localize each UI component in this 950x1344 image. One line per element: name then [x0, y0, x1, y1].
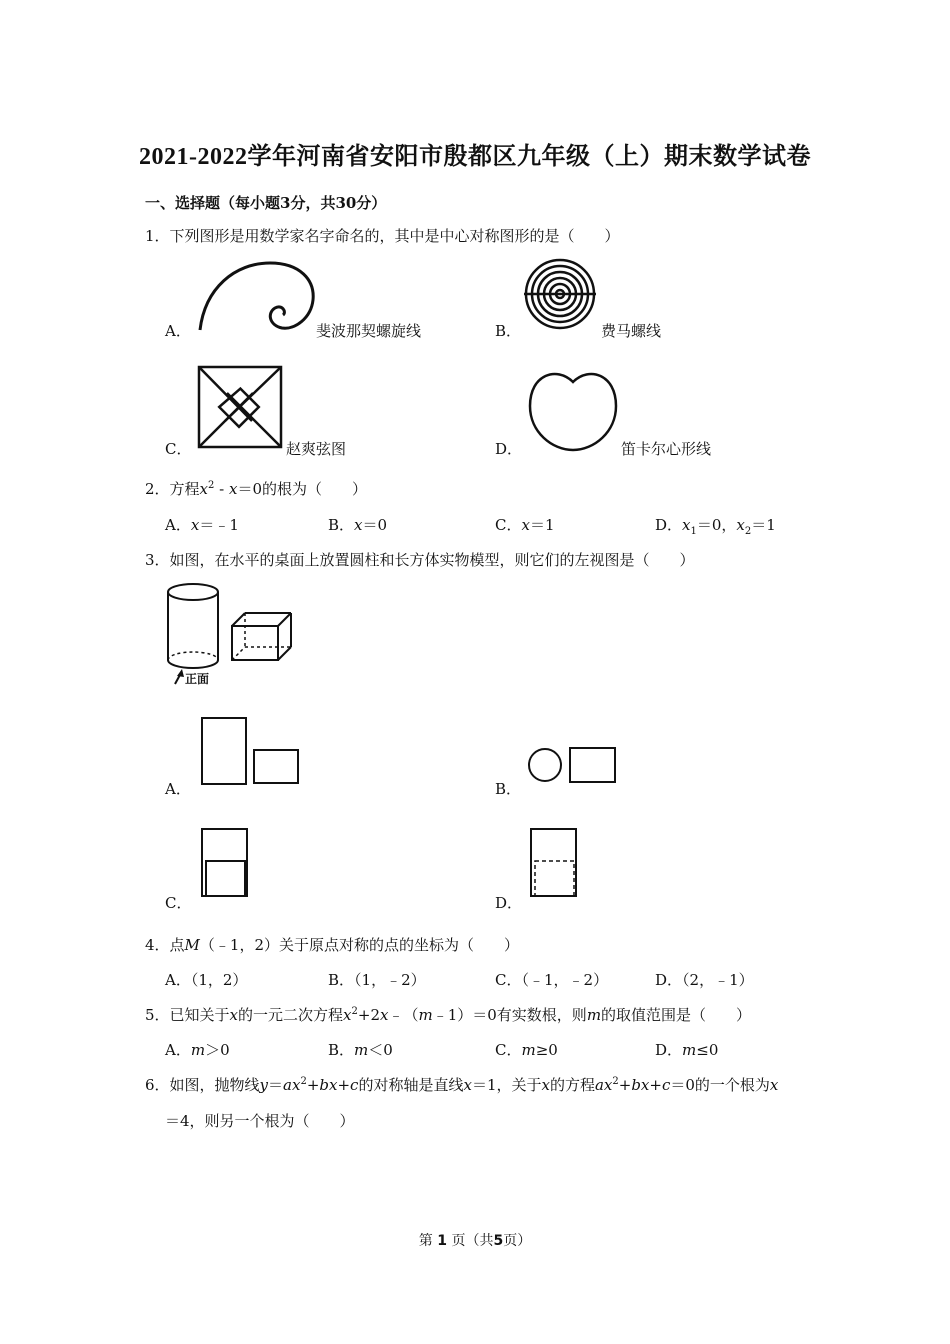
- q1-option-d-caption: 笛卡尔心形线: [621, 440, 712, 458]
- question-2-stem: 2．方程$x^2 - x=0$的根为（ ）: [145, 480, 368, 498]
- q4-option-b[interactable]: B．（1，﹣2）: [328, 971, 426, 989]
- q4-option-a[interactable]: A．（1，2）: [165, 971, 248, 989]
- question-1-stem: 1．下列图形是用数学家名字命名的，其中是中心对称图形的是（ ）: [145, 227, 620, 245]
- section-heading: 一、选择题（每小题3分，共30分）: [145, 194, 387, 212]
- q4-option-d[interactable]: D．（2，﹣1）: [655, 971, 754, 989]
- q3-option-d-figure: [529, 827, 581, 899]
- page-footer: 第 1 页（共5页）: [418, 1233, 532, 1249]
- q2-option-c[interactable]: C．x＝1: [495, 516, 555, 534]
- q5-option-a[interactable]: A．m＞0: [165, 1041, 230, 1059]
- question-6-stem-line2: ＝4，则另一个根为（ ）: [165, 1112, 355, 1130]
- q5-option-c[interactable]: C．m≥0: [495, 1041, 558, 1059]
- q3-option-b-figure: [527, 745, 619, 785]
- question-4-stem: 4．点M（﹣1，2）关于原点对称的点的坐标为（ ）: [145, 936, 519, 954]
- question-3-stem: 3．如图，在水平的桌面上放置圆柱和长方体实物模型，则它们的左视图是（ ）: [145, 551, 695, 569]
- q5-option-d[interactable]: D．m≤0: [655, 1041, 719, 1059]
- q1-option-d-label[interactable]: D．: [495, 440, 523, 458]
- q5-option-b[interactable]: B．m＜0: [328, 1041, 393, 1059]
- question-5-stem: 5．已知关于x的一元二次方程$x^2+2x﹣(m﹣1)=0$有实数根，则m的取值范围是（ ）: [145, 1006, 752, 1024]
- q4-option-c[interactable]: C．（﹣1，﹣2）: [495, 971, 609, 989]
- q2-option-d[interactable]: D．$x_1=0$，$x_2=1$: [655, 516, 776, 537]
- page-title: 2021-2022学年河南省安阳市殷都区九年级（上）期末数学试卷: [139, 144, 811, 170]
- zhao-shuang-diagram-figure: [197, 365, 283, 449]
- q1-option-c-label[interactable]: C．: [165, 440, 192, 458]
- question-6-stem-line1: 6．如图，抛物线$y=ax^2+bx+c$的对称轴是直线x＝1，关于x的方程$ax^2+bx+c=0$的一个根为x: [145, 1076, 779, 1094]
- q3-option-c-figure: [200, 827, 252, 899]
- q1-option-a-caption: 斐波那契螺旋线: [316, 322, 422, 340]
- q1-option-b-label[interactable]: B．: [495, 322, 522, 340]
- q1-option-b-caption: 费马螺线: [601, 322, 662, 340]
- cardioid-figure: [527, 370, 619, 452]
- q2-option-a[interactable]: A．x＝﹣1: [165, 516, 239, 534]
- q3-option-c-label[interactable]: C．: [165, 894, 192, 912]
- front-label: 正面: [185, 672, 210, 686]
- q1-option-a-label[interactable]: A．: [165, 322, 191, 340]
- fibonacci-spiral-figure: [195, 258, 325, 338]
- fermat-spiral-figure: [520, 258, 600, 334]
- q3-option-d-label[interactable]: D．: [495, 894, 523, 912]
- q3-option-b-label[interactable]: B．: [495, 780, 522, 798]
- q1-option-c-caption: 赵爽弦图: [286, 440, 347, 458]
- q3-option-a-figure: [200, 715, 302, 787]
- q2-option-b[interactable]: B．x＝0: [328, 516, 388, 534]
- q3-option-a-label[interactable]: A．: [165, 780, 191, 798]
